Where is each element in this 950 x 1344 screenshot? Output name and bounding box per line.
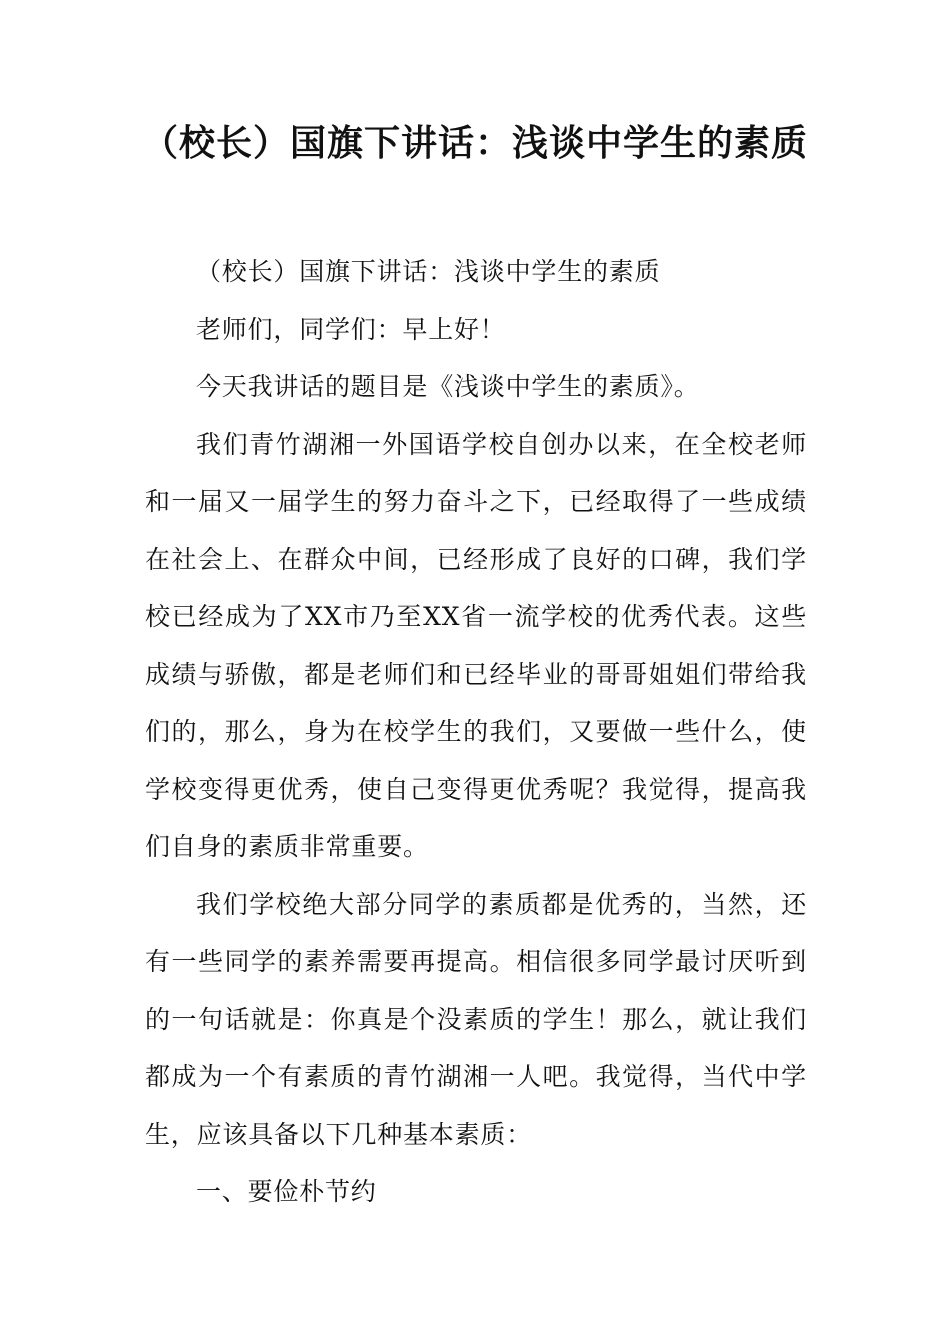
paragraph-subtitle: （校长）国旗下讲话：浅谈中学生的素质 [196,257,661,286]
document-body [145,243,807,1221]
paragraph-topic: 今天我讲话的题目是《浅谈中学生的素质》。 [196,372,700,401]
document-title: （校长）国旗下讲话：浅谈中学生的素质 [141,123,808,164]
paragraph-student-quality: 我们学校绝大部分同学的素质都是优秀的，当然，还有一些同学的素养需要再提高。相信很多同学最讨厌听到的一句话就是：你真是个没素质的学生！那么，就让我们都成为一个有素质的青竹湖湘一人吧。我觉得，当代中学生，应该具备以下几种基本素质： [145,889,807,1149]
section-heading-frugality: 一、要俭朴节约 [196,1177,377,1206]
paragraph-greeting: 老师们，同学们：早上好！ [196,314,506,344]
paragraph-school-achievements: 我们青竹湖湘一外国语学校自创办以来，在全校老师和一届又一届学生的努力奋斗之下，已经取得了一些成绩在社会上、在群众中间，已经形成了良好的口碑，我们学校已经成为了XX市乃至XX省一流学校的优秀代表。这些成绩与骄傲，都是老师们和已经毕业的哥哥姐姐们带给我们的，那么，身为在校学生的我们，又要做一些什么，使学校变得更优秀，使自己变得更优秀呢？我觉得，提高我们自身的素质非常重要。 [145,429,807,861]
